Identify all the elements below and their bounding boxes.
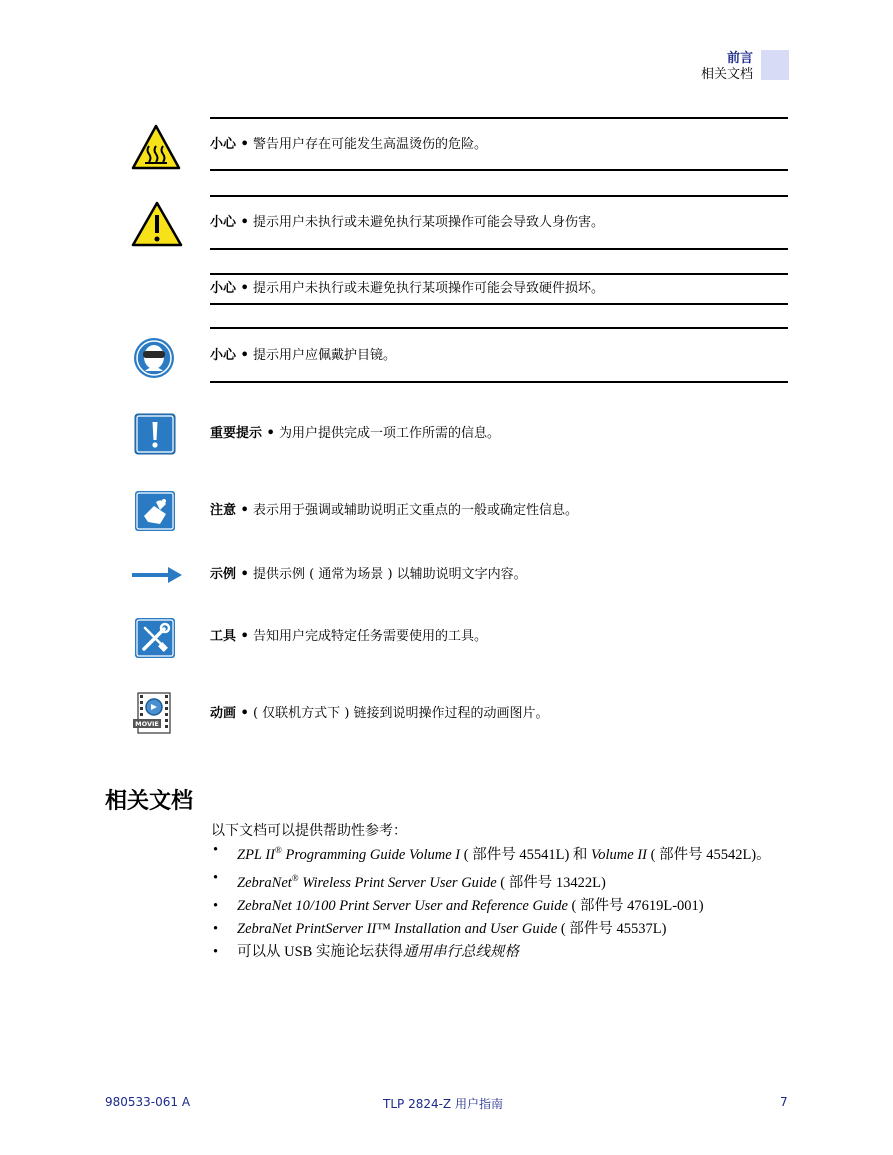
notice-body: 提示用户未执行或未避免执行某项操作可能会导致硬件损坏。	[248, 281, 604, 296]
header-section: 相关文档	[700, 67, 753, 82]
doc-detail: ( 部件号 13422L)	[496, 874, 606, 891]
doc-detail: 可以从 USB 实施论坛获得	[237, 943, 403, 960]
related-doc-list	[211, 841, 771, 966]
bullet: •	[213, 842, 219, 858]
safety-goggles-icon	[133, 337, 175, 379]
doc-detail: ( 部件号 47619L-001)	[567, 897, 704, 914]
doc-sup: ®	[275, 845, 282, 855]
notice-body: 提示用户未执行或未避免执行某项操作可能会导致人身伤害。	[248, 215, 604, 230]
doc-title: ZebraNet	[237, 874, 292, 891]
notice-body: ( 仅联机方式下 ) 链接到说明操作过程的动画图片。	[248, 706, 549, 721]
footer-page-number: 7	[780, 1095, 788, 1109]
rule	[210, 381, 788, 383]
notice-label: 小心 •	[210, 281, 249, 296]
page-header	[701, 51, 753, 83]
rule	[210, 169, 788, 171]
list-item	[211, 897, 771, 915]
exclamation-warning-icon	[131, 201, 183, 247]
movie-icon-label: MOVIE	[135, 720, 159, 728]
list-item	[211, 841, 771, 864]
notice-body: 告知用户完成特定任务需要使用的工具。	[248, 629, 487, 644]
notice-label: 重要提示 •	[210, 426, 275, 441]
notice-hardware-damage	[210, 281, 604, 297]
bullet: •	[213, 897, 219, 914]
rule	[210, 303, 788, 305]
list-item	[211, 869, 771, 892]
notice-note	[210, 503, 578, 519]
notice-hot-surface	[210, 137, 487, 153]
notice-label: 注意 •	[210, 503, 249, 518]
notice-goggles	[210, 348, 396, 364]
doc-detail: ( 部件号 45542L)。	[647, 846, 771, 863]
footer-doc-number: 980533-061 A	[105, 1095, 191, 1109]
note-hand-icon	[134, 490, 176, 532]
notice-label: 动画 •	[210, 706, 249, 721]
doc-title: ZebraNet 10/100 Print Server User and Reference Guide	[237, 897, 568, 914]
tools-icon	[134, 617, 176, 659]
header-chapter: 前言	[726, 51, 753, 66]
rule	[210, 195, 788, 197]
doc-title: Programming Guide Volume I	[281, 846, 461, 863]
notice-body: 警告用户存在可能发生高温烫伤的危险。	[248, 137, 487, 152]
notice-label: 示例 •	[210, 567, 249, 582]
doc-title: ZebraNet PrintServer II™ Installation and User Guide	[237, 920, 558, 937]
hot-surface-warning-icon	[131, 124, 181, 170]
notice-label: 工具 •	[210, 629, 249, 644]
notice-example	[210, 567, 527, 583]
example-arrow-icon	[132, 567, 182, 583]
rule	[210, 248, 788, 250]
section-title: 相关文档	[105, 789, 194, 814]
rule	[210, 117, 788, 119]
footer-doc-title: TLP 2824-Z 用户指南	[383, 1097, 503, 1111]
doc-title: Volume II	[591, 846, 647, 863]
doc-title: ZPL II	[237, 846, 276, 863]
bullet: •	[213, 920, 219, 937]
notice-tools	[210, 629, 487, 645]
notice-movie	[210, 706, 549, 722]
doc-title: Wireless Print Server User Guide	[298, 874, 497, 891]
doc-sup: ®	[291, 872, 299, 883]
notice-body: 提示用户应佩戴护目镜。	[248, 348, 396, 363]
notice-label: 小心 •	[210, 137, 249, 152]
notice-body: 表示用于强调或辅助说明正文重点的一般或确定性信息。	[248, 503, 578, 518]
notice-body: 提供示例 ( 通常为场景 ) 以辅助说明文字内容。	[248, 567, 527, 582]
list-item	[211, 920, 771, 938]
doc-detail: ( 部件号 45537L)	[557, 920, 667, 937]
header-tab-marker	[761, 50, 789, 80]
rule	[210, 273, 788, 275]
notice-important	[210, 426, 500, 442]
notice-body: 为用户提供完成一项工作所需的信息。	[274, 426, 500, 441]
notice-personal-injury	[210, 215, 604, 231]
doc-title: 通用串行总线规格	[402, 943, 519, 960]
related-intro: 以下文档可以提供帮助性参考：	[211, 823, 407, 839]
doc-detail: ( 部件号 45541L) 和	[460, 846, 592, 863]
movie-icon	[132, 692, 174, 734]
notice-label: 小心 •	[210, 348, 249, 363]
bullet: •	[213, 869, 219, 886]
bullet: •	[213, 943, 219, 960]
notice-label: 小心 •	[210, 215, 249, 230]
important-exclamation-icon	[134, 413, 176, 455]
rule	[210, 327, 788, 329]
list-item	[211, 943, 771, 961]
